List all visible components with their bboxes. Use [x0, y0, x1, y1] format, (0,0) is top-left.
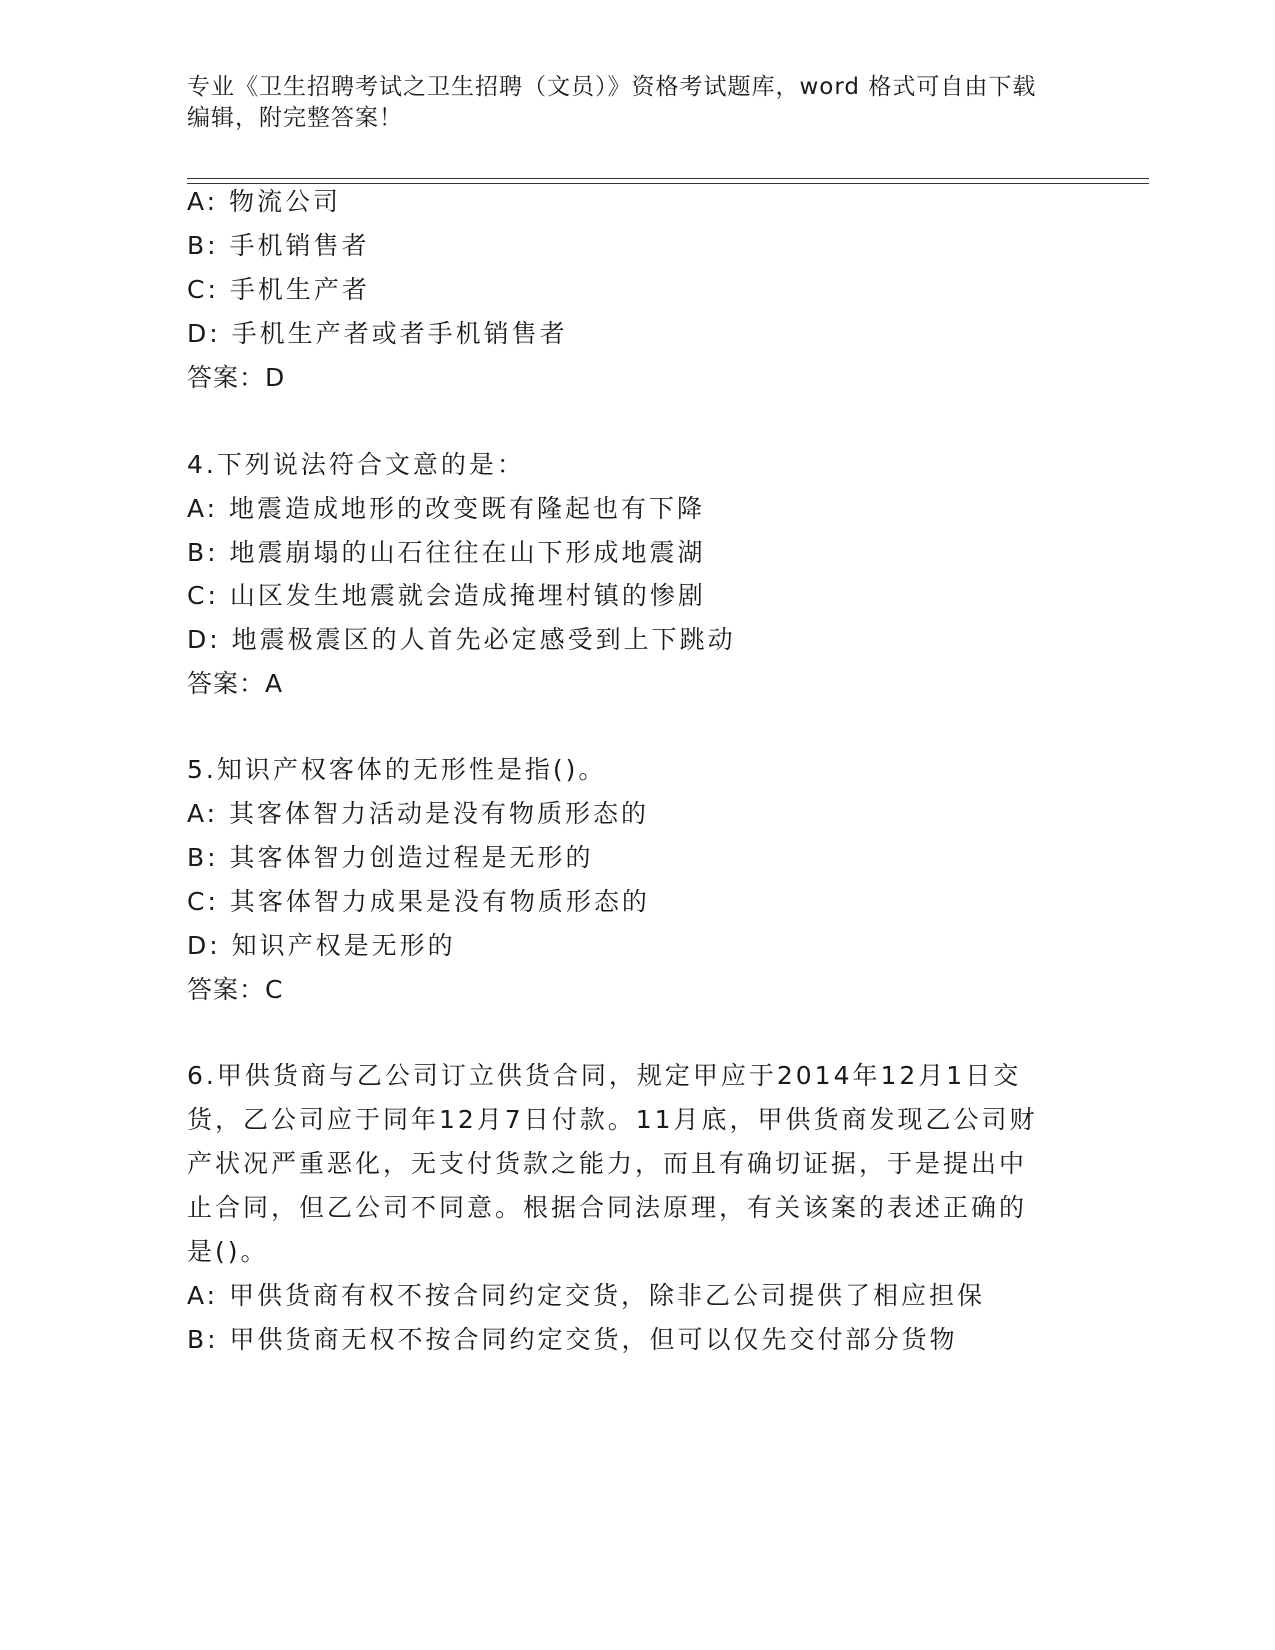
q4-answer: 答案：A: [187, 669, 284, 698]
q4-option-a: A: 地震造成地形的改变既有隆起也有下降: [187, 494, 706, 523]
q5-question: 5.知识产权客体的无形性是指()。: [187, 755, 607, 784]
q4-option-c: C: 山区发生地震就会造成掩埋村镇的惨剧: [187, 581, 706, 610]
q5-option-c: C: 其客体智力成果是没有物质形态的: [187, 887, 650, 916]
q6-question-line-2: 货，乙公司应于同年12月7日付款。11月底，甲供货商发现乙公司财: [187, 1105, 1038, 1134]
q6-option-a: A: 甲供货商有权不按合同约定交货，除非乙公司提供了相应担保: [187, 1281, 986, 1310]
q5-option-b: B: 其客体智力创造过程是无形的: [187, 843, 594, 872]
q3-option-c: C: 手机生产者: [187, 275, 370, 304]
q5-option-a: A: 其客体智力活动是没有物质形态的: [187, 799, 650, 828]
q5-option-d: D: 知识产权是无形的: [187, 931, 456, 960]
q6-question-line-1: 6.甲供货商与乙公司订立供货合同，规定甲应于2014年12月1日交: [187, 1061, 1022, 1090]
q4-question: 4.下列说法符合文意的是：: [187, 450, 525, 479]
q3-answer: 答案：D: [187, 363, 286, 392]
q6-option-b: B: 甲供货商无权不按合同约定交货，但可以仅先交付部分货物: [187, 1325, 958, 1354]
q4-option-d: D: 地震极震区的人首先必定感受到上下跳动: [187, 625, 736, 654]
q5-answer: 答案：C: [187, 975, 284, 1004]
q6-question-line-4: 止合同，但乙公司不同意。根据合同法原理，有关该案的表述正确的: [187, 1193, 1028, 1222]
header-divider: [187, 178, 1149, 184]
q3-option-b: B: 手机销售者: [187, 231, 370, 260]
q3-option-d: D: 手机生产者或者手机销售者: [187, 319, 568, 348]
document-header: [187, 72, 1067, 134]
q6-question-line-5: 是()。: [187, 1237, 269, 1266]
header-line-2: 编辑，附完整答案！: [187, 105, 403, 131]
q6-question-line-3: 产状况严重恶化，无支付货款之能力，而且有确切证据，于是提出中: [187, 1149, 1028, 1178]
header-line-1: 专业《卫生招聘考试之卫生招聘（文员）》资格考试题库，word 格式可自由下载: [187, 74, 1037, 100]
q4-option-b: B: 地震崩塌的山石往往在山下形成地震湖: [187, 538, 706, 567]
q3-option-a: A: 物流公司: [187, 187, 342, 216]
